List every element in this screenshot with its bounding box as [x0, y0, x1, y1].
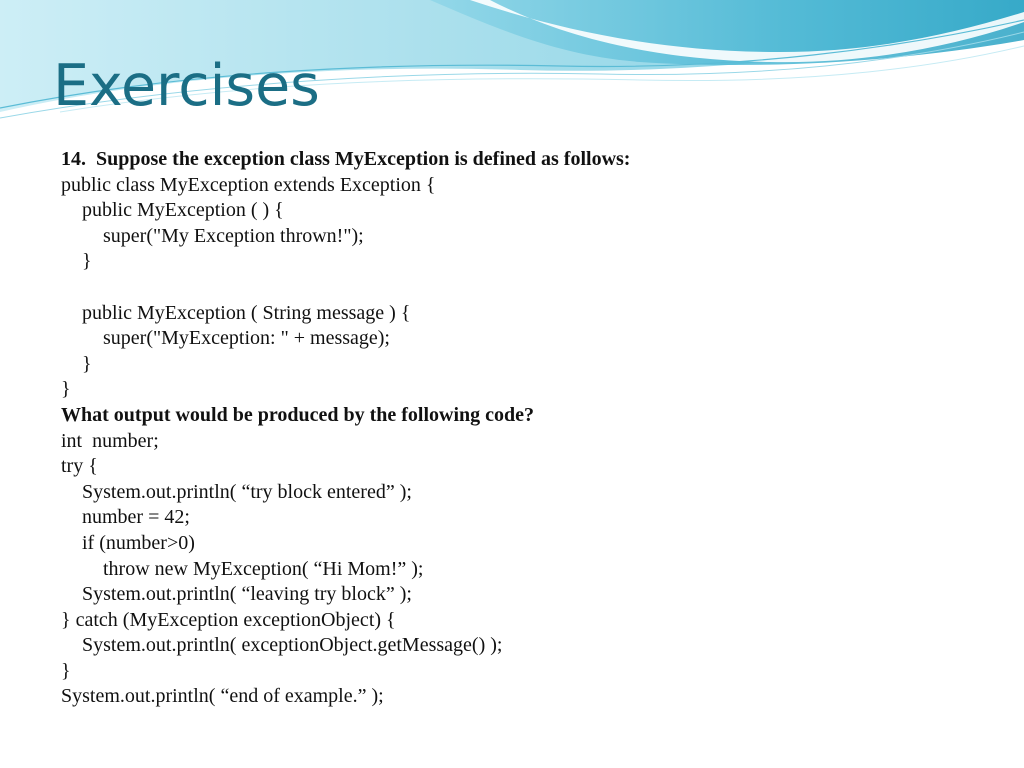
- text-line: }: [82, 352, 92, 375]
- text-line: What output would be produced by the following code?: [61, 403, 535, 426]
- text-line: }: [61, 378, 71, 401]
- blank-line: [61, 275, 1001, 301]
- text-line: }: [82, 250, 92, 273]
- text-line: System.out.println( exceptionObject.getMessage() );: [82, 634, 503, 657]
- text-line: super("MyException: " + message);: [103, 327, 390, 350]
- text-line: super("My Exception thrown!");: [103, 224, 364, 247]
- text-line: if (number>0): [82, 531, 195, 554]
- text-line: } catch (MyException exceptionObject) {: [61, 608, 396, 631]
- text-line: public MyException ( String message ) {: [82, 301, 411, 324]
- text-line: }: [61, 659, 71, 682]
- text-line: System.out.println( “end of example.” );: [61, 685, 384, 708]
- slide-body: [61, 147, 1001, 710]
- text-line: 14. Suppose the exception class MyException is defined as follows:: [61, 148, 631, 170]
- text-line: throw new MyException( “Hi Mom!” );: [103, 557, 424, 580]
- text-line: System.out.println( “try block entered” );: [82, 480, 412, 503]
- text-line: try {: [61, 455, 98, 478]
- text-line: System.out.println( “leaving try block” );: [82, 583, 412, 606]
- slide-title: Exercises: [53, 53, 320, 119]
- text-line: int number;: [61, 429, 159, 452]
- text-line: number = 42;: [82, 506, 190, 529]
- text-line: public class MyException extends Exception {: [61, 173, 436, 196]
- text-line: public MyException ( ) {: [82, 199, 284, 222]
